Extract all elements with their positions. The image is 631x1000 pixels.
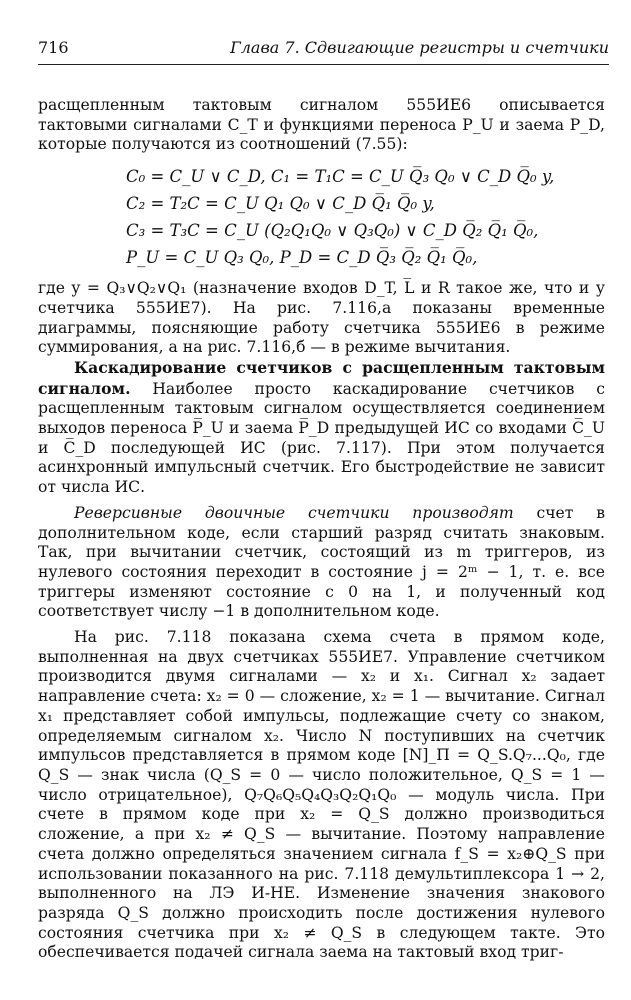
- paragraph-cascading: [38, 358, 605, 498]
- paragraph-text: счет в дополнительном коде, если старший разряд считать знаковым. Так, при вычитании счетчик, состоящий из m триггеров, из нулевого состояния переходит в состояние j = 2ᵐ − 1, т. е. все триггеры изменяют состояние с 0 на 1, и полученный код соответствует числу −1 в дополнительном коде.: [38, 503, 605, 621]
- formula-block: [126, 163, 605, 271]
- paragraph-where: где y = Q₃∨Q₂∨Q₁ (назначение входов D_T, L̅ и R такое же, что и у счетчика 555ИЕ7). На рис. 7.116,а показаны временные диаграммы, поясняющие работу счетчика 555ИЕ6 в режиме суммирования, а на рис. 7.116,б — в режиме вычитания.: [38, 279, 605, 357]
- formula-line: C₀ = C_U ∨ C_D, C₁ = T₁C = C_U Q̅₃ Q₀ ∨ C_D Q̅₀ y,: [126, 167, 555, 187]
- paragraph-intro: расщепленным тактовым сигналом 555ИЕ6 описывается тактовыми сигналами C_T и функциями переноса P_U и заема P_D, которые получаются из соотношений (7.55):: [38, 96, 605, 154]
- section-heading: Каскадирование счетчиков с расщепленным тактовым сигналом.: [38, 357, 605, 398]
- running-title: Глава 7. Сдвигающие регистры и счетчики: [230, 38, 609, 57]
- page-body: [38, 96, 605, 963]
- paragraph-reversible: [38, 504, 605, 622]
- formula-line: C₂ = T₂C = C_U Q₁ Q₀ ∨ C_D Q̅₁ Q̅₀ y,: [126, 194, 435, 214]
- page-number: 716: [38, 38, 69, 57]
- emphasis-term: Реверсивные двоичные счетчики производят: [74, 503, 514, 522]
- paragraph-fig-118: На рис. 7.118 показана схема счета в прямом коде, выполненная на двух счетчиках 555ИЕ7. Управление счетчиком производится двумя сигналами — x₂ и x₁. Сигнал x₂ задает направление счета: x₂ = 0 — сложение, x₂ = 1 — вычитание. Сигнал x₁ представляет собой импульсы, подлежащие счету со знаком, определяемым сигналом x₂. Число N поступивших на счетчик импульсов представляется в прямом коде [N]_П = Q_S.Q₇...Q₀, где Q_S — знак числа (Q_S = 0 — число положительное, Q_S = 1 — число отрицательное), Q₇Q₆Q₅Q₄Q₃Q₂Q₁Q₀ — модуль числа. При счете в прямом коде при x₂ = Q_S должно производиться сложение, а при x₂ ≠ Q_S — вычитание. Поэтому направление счета должно определяться значением сигнала f_S = x₂⊕Q_S при использовании показанного на рис. 7.118 демультиплексора 1 → 2, выполненного на ЛЭ И-НЕ. Изменение значения знакового разряда Q_S должно происходить после достижения нулевого состояния счетчика при x₂ ≠ Q_S в следующем такте. Это обеспечивается подачей сигнала заема на тактовый вход триг-: [38, 628, 605, 962]
- page-header: [38, 38, 609, 65]
- formula-line: P_U = C_U Q₃ Q₀, P_D = C_D Q̅₃ Q̅₂ Q̅₁ Q̅₀,: [126, 248, 478, 268]
- formula-line: C₃ = T₃C = C_U (Q₂Q₁Q₀ ∨ Q₃Q₀) ∨ C_D Q̅₂ Q̅₁ Q̅₀,: [126, 221, 539, 241]
- section-text: Наиболее просто каскадирование счетчиков с расщепленным тактовым сигналом осуществляется соединением выходов переноса P̅_U и заема P̅_D предыдущей ИС со входами C̅_U и C̅_D последующей ИС (рис. 7.117). При этом получается асинхронный импульсный счетчик. Его быстродействие не зависит от числа ИС.: [38, 379, 605, 497]
